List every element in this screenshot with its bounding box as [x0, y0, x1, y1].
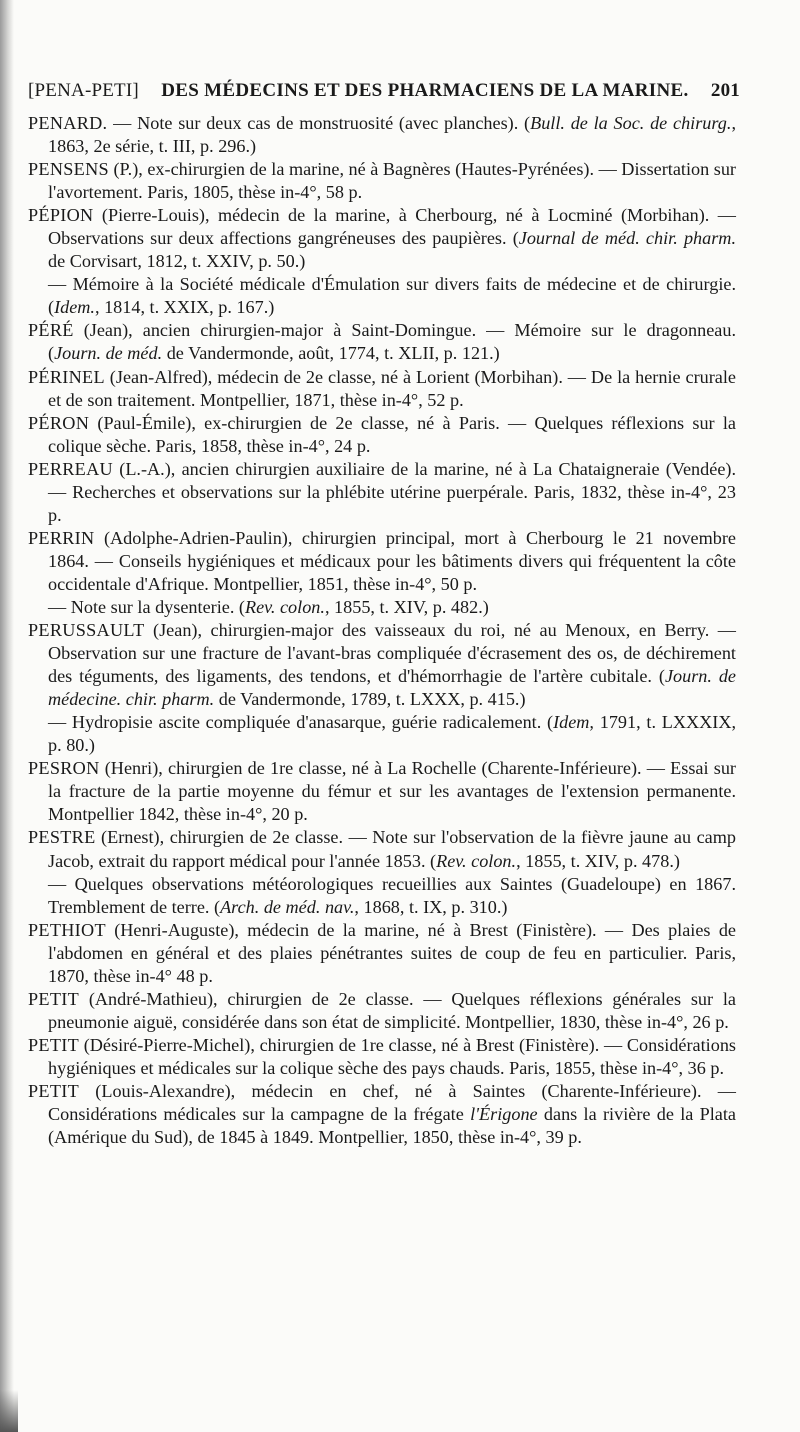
entry-name: PENARD.: [28, 113, 108, 133]
bibliography-entry: [28, 273, 736, 319]
running-header: [28, 80, 740, 102]
entry-text-continued: de Vandermonde, 1789, t. LXXX, p. 415.): [214, 689, 526, 710]
entry-citation: l'Érigone: [470, 1104, 538, 1125]
bibliography-entries: [28, 112, 736, 1149]
entry-name: PETIT: [28, 988, 80, 1009]
bibliography-entry: [28, 319, 736, 365]
bibliography-entry: [28, 873, 736, 919]
entry-citation: Journal de méd. chir. pharm.: [518, 228, 736, 249]
bibliography-entry: [28, 757, 736, 826]
entry-name: PERUSSAULT: [28, 620, 145, 641]
entry-text: (Jean), ancien chirurgien-major à Saint-Domingue. — Mémoire sur le dragonneau. (: [48, 320, 736, 364]
bibliography-entry: [28, 458, 736, 527]
entry-text: (Henri), chirurgien de 1re classe, né à La Rochelle (Charente-Inférieure). — Essai sur la fracture de la partie moyenne du fémur et sur les avantages de l'extension permanente. Montpellier 1842, thèse in-4°, 20 p.: [48, 758, 736, 825]
entry-text-continued: de Corvisart, 1812, t. XXIV, p. 50.): [48, 251, 306, 272]
entry-name: PERREAU: [28, 458, 113, 479]
entry-name: PÉRÉ: [28, 320, 74, 341]
entry-text: — Hydropisie ascite compliquée d'anasarque, guérie radicalement. (: [48, 712, 554, 733]
entry-citation: Rev. colon.: [244, 596, 325, 617]
entry-text: (André-Mathieu), chirurgien de 2e classe. — Quelques réflexions générales sur la pneumonie aiguë, considérée dans son état de simplicité. Montpellier, 1830, thèse in-4°, 26 p.: [48, 988, 736, 1032]
entry-name: PÉRINEL: [28, 366, 105, 387]
entry-text-continued: , 1868, t. IX, p. 310.): [354, 896, 508, 917]
entry-citation: Arch. de méd. nav.: [220, 896, 355, 917]
entry-text-continued: dans la rivière de la Plata (Amérique du Sud), de 1845 à 1849. Montpellier, 1850, thèse in-4°, 39 p.: [48, 1104, 736, 1148]
entry-name: PESTRE: [28, 827, 96, 848]
entry-text: — Note sur deux cas de monstruosité (avec planches). (: [107, 113, 531, 133]
page-edge-shadow: [0, 0, 14, 1432]
entry-text-continued: de Vandermonde, août, 1774, t. XLII, p. 121.): [162, 343, 500, 364]
entry-citation: Journ. de médecine. chir. pharm.: [48, 666, 736, 710]
bibliography-entry: [28, 919, 736, 988]
header-range: [PENA-PETI]: [28, 80, 139, 101]
entry-text: (Louis-Alexandre), médecin en chef, né à Saintes (Charente-Inférieure). — Considérations médicales sur la campagne de la frégate: [48, 1080, 736, 1125]
entry-text: (Adolphe-Adrien-Paulin), chirurgien principal, mort à Cherbourg le 21 novembre 1864. — Conseils hygiéniques et médicaux pour les bâtiments divers qui fréquentent la côte occidentale d'Afrique. Montpellier, 1851, thèse in-4°, 50 p.: [48, 527, 736, 594]
bibliography-entry: [28, 366, 736, 412]
entry-text: (Jean), chirurgien-major des vaisseaux du roi, né au Menoux, en Berry. — Observation sur une fracture de l'avant-bras compliquée d'écrasement des os, de déchirement des téguments, des ligaments, des tendons, et d'hémorrhagie de l'artère cubitale. (: [48, 620, 736, 687]
page-edge-binding: [0, 1390, 18, 1432]
bibliography-entry: [28, 826, 736, 872]
entry-text: (L.-A.), ancien chirurgien auxiliaire de la marine, né à La Chataigneraie (Vendée). — Recherches et observations sur la phlébite utérine puerpérale. Paris, 1832, thèse in-4°, 23 p.: [48, 458, 736, 525]
entry-text: (Pierre-Louis), médecin de la marine, à Cherbourg, né à Locminé (Morbihan). — Observations sur deux affections gangréneuses des paupières. (: [48, 205, 736, 249]
header-title: DES MÉDECINS ET DES PHARMACIENS DE LA MARINE.: [161, 80, 689, 101]
page-number: 201: [710, 80, 740, 101]
entry-citation: Idem,: [553, 712, 594, 733]
entry-text: (Paul-Émile), ex-chirurgien de 2e classe, né à Paris. — Quelques réflexions sur la colique sèche. Paris, 1858, thèse in-4°, 24 p.: [48, 412, 736, 456]
entry-name: PETIT: [28, 1080, 80, 1101]
bibliography-entry: [28, 412, 736, 458]
bibliography-entry: [28, 988, 736, 1034]
entry-citation: Journ. de méd.: [54, 343, 163, 364]
bibliography-entry: [28, 711, 736, 757]
entry-text: (Jean-Alfred), médecin de 2e classe, né à Lorient (Morbihan). — De la hernie crurale et de son traitement. Montpellier, 1871, thèse in-4°, 52 p.: [48, 366, 736, 410]
entry-text: (P.), ex-chirurgien de la marine, né à Bagnères (Hautes-Pyrénées). — Dissertation sur l'avortement. Paris, 1805, thèse in-4°, 58 p.: [48, 159, 736, 203]
entry-citation: Idem.: [54, 297, 95, 318]
entry-name: PENSENS: [28, 159, 109, 180]
entry-citation: Bull. de la Soc. de chirurg.: [530, 113, 732, 133]
entry-text-continued: , 1855, t. XIV, p. 482.): [324, 596, 489, 617]
bibliography-entry: [28, 1080, 736, 1149]
entry-name: PERRIN: [28, 527, 95, 548]
bibliography-entry: [28, 158, 736, 204]
entry-name: PÉPION: [28, 205, 94, 226]
bibliography-entry: [28, 527, 736, 596]
entry-text: (Ernest), chirurgien de 2e classe. — Note sur l'observation de la fièvre jaune au camp Jacob, extrait du rapport médical pour l'année 1853. (: [48, 827, 736, 871]
bibliography-entry: [28, 204, 736, 273]
bibliography-entry: [28, 1034, 736, 1080]
entry-text-continued: , 1814, t. XXIX, p. 167.): [94, 297, 275, 318]
entry-name: PESRON: [28, 758, 100, 779]
entry-text: — Quelques observations météorologiques recueillies aux Saintes (Guadeloupe) en 1867. Tremblement de terre. (: [48, 873, 736, 917]
entry-text-continued: , 1855, t. XIV, p. 478.): [516, 850, 680, 871]
entry-name: PETHIOT: [28, 919, 106, 940]
entry-name: PÉRON: [28, 412, 90, 433]
entry-text-continued: , 1863, 2e série, t. III, p. 296.): [48, 113, 736, 157]
bibliography-entry: [28, 112, 736, 158]
entry-name: PETIT: [28, 1034, 80, 1055]
entry-text-continued: 1791, t. LXXXIX, p. 80.): [48, 712, 736, 756]
entry-text: — Mémoire à la Société médicale d'Émulation sur divers faits de médecine et de chirurgie. (: [48, 274, 736, 318]
bibliography-entry: [28, 596, 736, 619]
entry-citation: Rev. colon.: [436, 850, 517, 871]
entry-text: (Désiré-Pierre-Michel), chirurgien de 1re classe, né à Brest (Finistère). — Considérations hygiéniques et médicales sur la colique sèche des pays chauds. Paris, 1855, thèse in-4°, 36 p.: [48, 1034, 736, 1078]
entry-text: — Note sur la dysenterie. (: [48, 596, 245, 617]
bibliography-entry: [28, 619, 736, 711]
entry-text: (Henri-Auguste), médecin de la marine, né à Brest (Finistère). — Des plaies de l'abdomen en général et des plaies pénétrantes suites de coup de feu en particulier. Paris, 1870, thèse in-4° 48 p.: [48, 919, 736, 986]
